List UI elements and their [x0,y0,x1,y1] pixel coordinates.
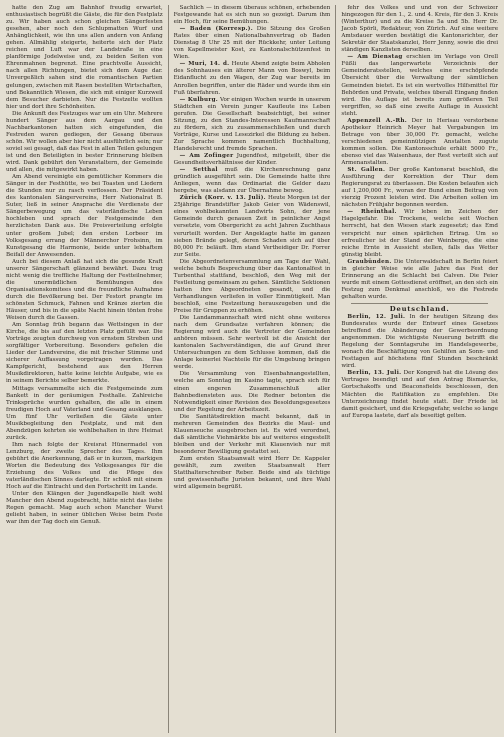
article-paragraph [174,167,331,195]
paragraph-text: Die Versammlung von Eisenbahnangestellten, welche am Sonntag im Kasino tagte, sprach sich für einen engeren Zusammenschluß aller Bahnbediensteten aus. Die Redner betonten die Notwendigkeit einer Revision des Besoldungsgesetzes und der Regelung der Arbeitszeit. [173,371,331,413]
article-paragraph [174,315,331,371]
article-paragraph [341,259,498,301]
paragraph-lead: — Rheinthal. [347,209,397,216]
article-paragraph [341,54,498,117]
article-paragraph [6,491,163,526]
paragraph-text: Heute Abend zeigte beim Abholen des Sohnhauses ein älterer Mann von Boswyl, beim Eidanflucht zu den Wagen, der Zug war bereits im Anrollen begriffen, unter die Räder und wurde ihm ein Fuß überfahren. [173,61,331,96]
paragraph-text: Die Sitzung des Großen Rates über einen Nationalbahnvertrag ob Baden Dienstag 8 Uhr 25 mit der Rückkehr, unter Leitung von Kapellmeister Kost, zu Kantonalschützenfest in Wien. [173,26,331,61]
paragraph-lead: Berlin, 13. Juli. [347,370,402,377]
column-2 [168,5,331,733]
article-paragraph [174,97,331,153]
article-paragraph [174,61,331,96]
paragraph-text: In der heutigen Sitzung des Bundesrates wurde der Entwurf eines Gesetzes betreffend die Abänderung der Gewerbeordnung angenommen. Die wichtigste Neuerung betrifft die Regelung der Sonntagsruhe im Handelsgewerbe, wonach die Beschäftigung von Gehilfen an Sonn- und Festtagen auf höchstens fünf Stunden beschränkt wird. [341,314,499,370]
paragraph-text: Der große Kantonsrat beschloß, die Ausführung der Korrektion der Thur dem Regierungsrat zu überlassen. Die Kosten belaufen sich auf 1,200,000 Fr., woran der Bund einen Beitrag von vierzig Prozent leisten wird. Die Arbeiten sollen im nächsten Frühjahr begonnen werden. [341,167,499,209]
article-paragraph [341,118,498,167]
article-paragraph [6,386,163,442]
paragraph-text: Jugendfest, mitgeteilt, über die Gesundheitsverhältnisse der Kinder. [173,152,331,167]
paragraph-lead: — Kulburg. [179,96,219,103]
paragraph-lead: — Am Zofinger [179,152,234,159]
paragraph-text: Die Abgeordnetenversammlung am Tage der Wahl, welche behufs Besprechung über das Kantonalfest in Turbenthal stattfand, beschloß, den Weg mit der Festleitung gemeinsam zu gehen. Sämtliche Sektionen hatten ihre Abgeordneten gesandt, und die Verhandlungen verliefen in voller Einmütigkeit. Man beschloß, eine Festzeitung herauszugeben und die Preise für Gruppen zu erhöhen. [173,258,331,315]
article-paragraph [174,456,331,491]
paragraph-lead: — Baden (Korresp.). [179,26,253,33]
paragraph-text: Unter den Klängen der Jugendkapelle hielt wohl Mancher den Abend zugebracht, hätte nicht das liebe Regen gemacht. Mag auch schon Mancher Wurst geliebt haben, in seiner üblichen Weise beim Feste war ihm der Tag doch ein Genuß. [6,491,163,526]
paragraph-text: Ihm nach folgte der Kreisrat Hünermadel von Lenzburg, der zweite Sprecher des Tages. Ihm gebührt die Anerkennung, daß er in kurzen, markigen Worten die Bedeutung des Volksgesanges für die Erziehung des Volkes und die Pflege des vaterländischen Sinnes darlegte. Er schloß mit einem Hoch auf die Eintracht und den Fortschritt im Lande. [6,441,163,491]
article-paragraph [174,153,331,167]
paragraph-text: Zum ersten Staatsanwalt wird Herr Dr. Kappeler gewählt, zum zweiten Staatsanwalt Herr Statthalterschreiber Reber. Beide sind als tüchtige und gewissenhafte Juristen bekannt, und ihre Wahl wird allgemein begrüßt. [173,456,331,491]
paragraph-text: Heute Morgen ist der 25jährige Brandstifter Jakob Geier von Wädenswil, eines wohlbekannten Landwirts Sohn, der jene Gemeinde durch genauen Zeit in peinlicher Angst versetzte, vom Obergericht zu acht Jahren Zuchthaus verurteilt worden. Der Angeklagte hatte im ganzen sieben Brände gelegt, deren Schaden sich auf über 80,000 Fr. beläuft. Ihm stand Vertheidiger Dr. Forrer zur Seite. [173,195,331,258]
article-paragraph [341,5,498,54]
paragraph-text: Der in Herisau verstorbene Apotheker Heinrich Meyer hat Vergabungen im Betrage von über 30,000 Fr. gemacht, welche verschiedenen gemeinnützigen Anstalten zugute kommen sollen. Die Kantonsschule erhält 5000 Fr., ebenso viel das Waisenhaus, der Rest verteilt sich auf Armenanstalten. [341,117,499,167]
article-paragraph [6,442,163,491]
article-paragraph [174,5,331,26]
paragraph-text: erschien im Verlage von Orell Füßli das langerwartete Verzeichnis der Gemeinderatsstellen, welches eine erschöpfende Übersicht über die Verwaltung der sämtlichen Gemeinden bietet. Es ist ein wertvolles Hilfsmittel für Behörden und Private, welches überall Eingang finden wird. Die Auflage ist bereits zum größeren Teil vergriffen, so daß eine zweite Auflage in Aussicht steht. [341,54,499,117]
paragraph-text: Am Sonntag früh begann das Wettsingen in der Kirche, die bis auf den letzten Platz gefüllt war. Die Vorträge zeugten durchweg von ernstem Streben und sorgfältiger Vorbereitung. Besonders gefielen die Lieder der Landvereine, die mit frischer Stimme und sicherer Auffassung vorgetragen wurden. Das Kampfgericht, bestehend aus den Herren Musikdirektoren, hatte keine leichte Aufgabe, wie es in seinem Berichte selber bemerkte. [6,322,163,385]
column-3 [335,5,498,733]
article-paragraph [341,370,498,419]
paragraph-text: Mittags versammelte sich die Festgemeinde zum Bankett in der geräumigen Festhalle. Zahlreiche Trinksprüche wurden gehalten, die alle in einem freudigen Hoch auf Vaterland und Gesang ausklangen. Um fünf Uhr verließen die Gäste unter Musikbegleitung den Festplatz, und mit den Abendzügen kehrten sie wohlbehalten in ihre Heimat zurück. [6,385,163,441]
paragraph-lead: — Muri, 14. d. [179,61,230,68]
section-heading: Deutschland. [389,304,450,313]
column-1 [6,5,163,733]
article-paragraph [341,209,498,258]
paragraph-text: fehr des Volkes und und von der Schweizer hingezogen für den 1., 2. und 4. Kreis, für den 3. Kreis (Winterthur) und zu die Kreise 5a und 5b. Herr Dr. Jacob Spörli, Redakteur, von Zürich. Auf eine weitere Amtsdauer werden bestätigt die Kantonsrichter, der Sekretär der Staatskanzlei, Herr Jenny, sowie die drei ständigen Kanzlisten derselben. [341,5,499,54]
paragraph-lead: Graubünden. [347,258,392,265]
paragraph-text: Die Unterwaldschaft in Berlin feiert in gleicher Weise wie alle Jahre das Fest der Erinnerung an die Schlacht bei Calven. Die Feier wurde mit einem Gottesdienst eröffnet, an den sich ein Festzug zum Denkmal anschloß, wo die Festrede gehalten wurde. [341,258,499,300]
article-paragraph [6,5,163,111]
paragraph-lead: — Am Dienstag [347,54,403,61]
article-paragraph [174,414,331,456]
article-paragraph [341,167,498,209]
article-paragraph [174,26,331,61]
paragraph-lead: Berlin, 12. Juli. [347,314,406,321]
paragraph-lead: Appenzell A.-Rh. [347,117,408,124]
paragraph-text: Auch bei diesem Anlaß hat sich die gesunde Kraft unserer Sängerschaft glänzend bewährt. Dazu trug nicht wenig die treffliche Haltung der Festteilnehmer, die unermüdlichen Bemühungen des Organisationskomitees und die freundliche Aufnahme durch die Bevölkerung bei. Der Festort prangte im schönsten Schmuck, Fahnen und Kränze zierten die Häuser, und bis in die späte Nacht hinein tönten frohe Weisen durch die Gassen. [6,258,163,322]
paragraph-text: Die Ankunft des Festzuges war um ein Uhr. Mehrere hundert Sänger aus dem Aargau und den Nachbarkantonen hatten sich eingefunden, die Festreden waren gediegen, der Gesang überaus schön. Wir wollen aber hier nicht ausführlich sein; nur soviel sei gesagt, daß das Fest in allen Teilen gelungen ist und den Beteiligten in bester Erinnerung bleiben wird. Dank gebührt den Veranstaltern, der Gemeinde und allen, die mitgewirkt haben. [6,110,163,174]
article-paragraph [6,111,163,174]
article-paragraph [341,314,498,370]
section-divider [351,303,488,304]
paragraph-text: muß die Kirchenrechnung ganz gründlich ausgeführt sein. Die Gemeinde hatte ihre Anliegen, wenn das Ordinariat die Gelder dazu hergebe, was alsdann zur Übernahme bewog. [173,167,331,195]
paragraph-text: Vor einigen Wochen wurde in unserem Städtchen ein Verein junger Kaufleute ins Leben gerufen. Die Gesellschaft beabsichtigt, bei seiner Sitzung, zu den Standes-Interessen Kaufmannschaft zu fördern, sich zu zusammenschließen und durch Vorträge, Kurse und Lesezirkel die Bildung zu heben. Zur Sprache kommen namentlich Buchhaltung, Handelsrecht und fremde Sprachen. [173,96,331,152]
paragraph-lead: St. Gallen. [347,167,386,174]
paragraph-text: Die Landammannschaft wird nicht ohne weiteres nach dem Grundsatze verfahren können; die Regierung wird auch die Vertreter der Gemeinden anhören müssen. Sehr wertvoll ist die Ansicht der kantonalen Sachverständigen, die auf Grund ihrer Untersuchungen zu dem Schlusse kommen, daß die Anlage keinerlei Nachteile für die Umgebung bringen werde. [173,315,331,371]
article-paragraph [174,371,331,413]
paragraph-text: Sachlich — in diesem überaus schönen, erhebenden Festgewande hat es sich nun so gezeigt. Darum ihm ein Hoch, für seine Bemühungen. [173,5,331,26]
paragraph-text: hatte den Zug am Bahnhof freudig erwartet, enthusiastisch begrüßt die Gäste, die für den Festplatz zu. Wir haben auch schon gleichen Sängerfesten gesehen, aber noch den Schlupmatten Wurf und Anhänglichkeit, wie ihn uns allen andern von Anfang gehen. Allmählig steigerte, heiterte sich der Platz reichen und Luft war der Landstraße in eine planförmige Jodelweise und, zu beiden Seiten von Ehrenmahnen begrenzt. Eine prachtvolle Aussicht, nach allen Richtungen, bietet sich dem Auge dar. Unvergeßlich sahen sind die romantischen Partien gelungen, zwischen mit Rasen bestellten Wirtschaften, und Bekanntlich Wiesen, die sich mit einiger Kurzweil dem Besucher darbieten. Nur die Festzelte wollten hier und dort ihre Schönheiten. [6,5,163,110]
paragraph-text: Wir leben im Zeichen der Hagelgefahr. Die Trockene, welche seit Wochen herrscht, hat den Wiesen stark zugesetzt; das Emd verspricht nur einen spärlichen Ertrag. Um so erfreulicher ist der Stand der Weinberge, die eine reiche Ernte in Aussicht stellen, falls das Wetter günstig bleibt. [341,209,499,258]
paragraph-text: Die Sanitätsdirektion macht bekannt, daß in mehreren Gemeinden des Bezirks die Maul- und Klauenseuche ausgebrochen ist. Es wird verordnet, daß sämtliche Viehmärkte bis auf weiteres eingestellt bleiben und der Verkehr mit Klauenvieh nur mit besonderer Bewilligung gestattet sei. [173,413,331,455]
paragraph-text: Am Abend vereinigte ein gemütlicher Kommers die Sänger in der Festhütte, wo bei Toasten und Liedern die Stunden nur zu rasch verflossen. Der Präsident des kantonalen Sängervereins, Herr Nationalrat B. Suter, ließ in seiner Ansprache die Verdienste der Sängerbewegung um das vaterländische Leben hochleben und sprach der Festgemeinde den herzlichsten Dank aus. Die Preisverteilung erfolgte unter großem Jubel; den ersten Lorbeer im Volksgesang errang der Männerchor Frohsinn, im Kunstgesang die Harmonie, beide unter lebhaftem Beifall der Anwesenden. [6,174,163,258]
paragraph-lead: — Setthal [179,167,218,174]
article-paragraph [6,322,163,385]
article-paragraph [6,259,163,322]
article-paragraph [174,195,331,258]
paragraph-lead: Zürich (Korr. v. 13. Juli). [179,195,266,202]
article-paragraph [6,174,163,259]
article-paragraph [174,259,331,315]
paragraph-text: Der Kongreß hat die Lösung des Vertrages beendigt und auf den Antrag Bismarcks, Gortschakoffs und Beaconsfields beschlossen, den Mächten die Ratifikation zu empfehlen. Die Unterzeichnung findet heute statt. Der Friede ist damit gesichert, und die Kriegsgefahr, welche so lange auf Europa lastete, darf als beseitigt gelten. [341,370,499,419]
